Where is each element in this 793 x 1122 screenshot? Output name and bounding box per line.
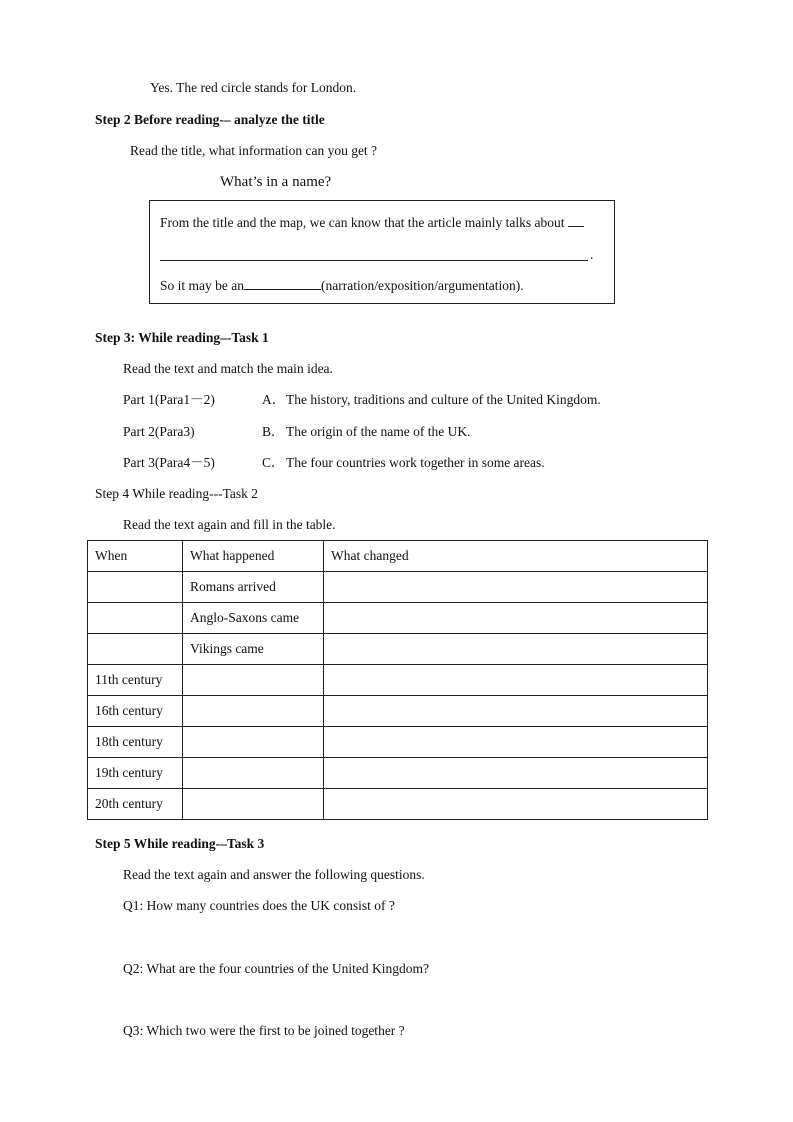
- step3-prompt: Read the text and match the main idea.: [123, 361, 333, 376]
- main-idea-text: The history, traditions and culture of the United Kingdom.: [286, 392, 601, 407]
- step2-heading: Step 2 Before reading-– analyze the title: [95, 112, 325, 127]
- what-happened-cell[interactable]: [183, 789, 324, 820]
- what-happened-cell[interactable]: [183, 696, 324, 727]
- when-cell[interactable]: 20th century: [88, 789, 183, 820]
- part-label: Part 2(Para3): [123, 424, 195, 439]
- what-changed-cell[interactable]: [324, 572, 708, 603]
- match-row-1: [123, 392, 623, 408]
- question-2: Q2: What are the four countries of the United Kingdom?: [123, 961, 430, 976]
- when-cell[interactable]: 19th century: [88, 758, 183, 789]
- what-happened-cell[interactable]: Romans arrived: [183, 572, 324, 603]
- column-header-when: When: [88, 541, 183, 572]
- step5-prompt: Read the text again and answer the following questions.: [123, 867, 425, 882]
- main-idea-text: The origin of the name of the UK.: [286, 424, 471, 439]
- box-line-1: From the title and the map, we can know that the article mainly talks about: [160, 215, 565, 230]
- step4-heading: Step 4 While reading---Task 2: [95, 486, 259, 501]
- table-row: [88, 572, 708, 603]
- question-1: Q1: How many countries does the UK consist of ?: [123, 898, 395, 913]
- table-row: [88, 727, 708, 758]
- when-cell[interactable]: 11th century: [88, 665, 183, 696]
- what-happened-cell[interactable]: [183, 727, 324, 758]
- option-letter: A．: [262, 392, 286, 407]
- step5-heading: Step 5 While reading-–Task 3: [95, 836, 265, 851]
- what-changed-cell[interactable]: [324, 696, 708, 727]
- main-idea-text: The four countries work together in some areas.: [286, 455, 545, 470]
- question-3: Q3: Which two were the first to be joined together ?: [123, 1023, 405, 1038]
- when-cell[interactable]: [88, 572, 183, 603]
- what-changed-cell[interactable]: [324, 758, 708, 789]
- when-cell[interactable]: [88, 603, 183, 634]
- what-happened-cell[interactable]: [183, 758, 324, 789]
- what-happened-cell[interactable]: Anglo-Saxons came: [183, 603, 324, 634]
- part-label: Part 3(Para4－5): [123, 455, 215, 470]
- table-row: [88, 758, 708, 789]
- when-cell[interactable]: 18th century: [88, 727, 183, 758]
- column-header-what-changed: What changed: [324, 541, 708, 572]
- part-label: Part 1(Para1－2): [123, 392, 215, 407]
- what-happened-cell[interactable]: [183, 665, 324, 696]
- text-type-blank[interactable]: [244, 277, 321, 290]
- history-table: [87, 540, 708, 820]
- title-analysis-box: [149, 200, 615, 304]
- what-changed-cell[interactable]: [324, 603, 708, 634]
- what-changed-cell[interactable]: [324, 665, 708, 696]
- match-row-3: [123, 455, 623, 471]
- box-line-3-start: So it may be an: [160, 278, 244, 293]
- when-cell[interactable]: [88, 634, 183, 665]
- table-header-row: [88, 541, 708, 572]
- option-letter: C．: [262, 455, 285, 470]
- table-row: [88, 789, 708, 820]
- what-changed-cell[interactable]: [324, 789, 708, 820]
- step2-prompt: Read the title, what information can you get ?: [130, 143, 378, 158]
- what-changed-cell[interactable]: [324, 727, 708, 758]
- table-row: [88, 634, 708, 665]
- answer-line[interactable]: [160, 260, 588, 261]
- match-row-2: [123, 424, 623, 440]
- answer-blank-short[interactable]: [568, 214, 584, 227]
- article-title: What’s in a name?: [220, 174, 332, 190]
- option-letter: B．: [262, 424, 285, 439]
- table-row: [88, 603, 708, 634]
- table-row: [88, 696, 708, 727]
- table-row: [88, 665, 708, 696]
- when-cell[interactable]: 16th century: [88, 696, 183, 727]
- step3-heading: Step 3: While reading–-Task 1: [95, 330, 269, 345]
- what-happened-cell[interactable]: Vikings came: [183, 634, 324, 665]
- step4-prompt: Read the text again and fill in the table.: [123, 517, 336, 532]
- box-line-3-options: (narration/exposition/argumentation).: [321, 278, 524, 293]
- intro-answer: Yes. The red circle stands for London.: [150, 80, 357, 95]
- column-header-what-happened: What happened: [183, 541, 324, 572]
- answer-line-period: .: [590, 247, 594, 262]
- what-changed-cell[interactable]: [324, 634, 708, 665]
